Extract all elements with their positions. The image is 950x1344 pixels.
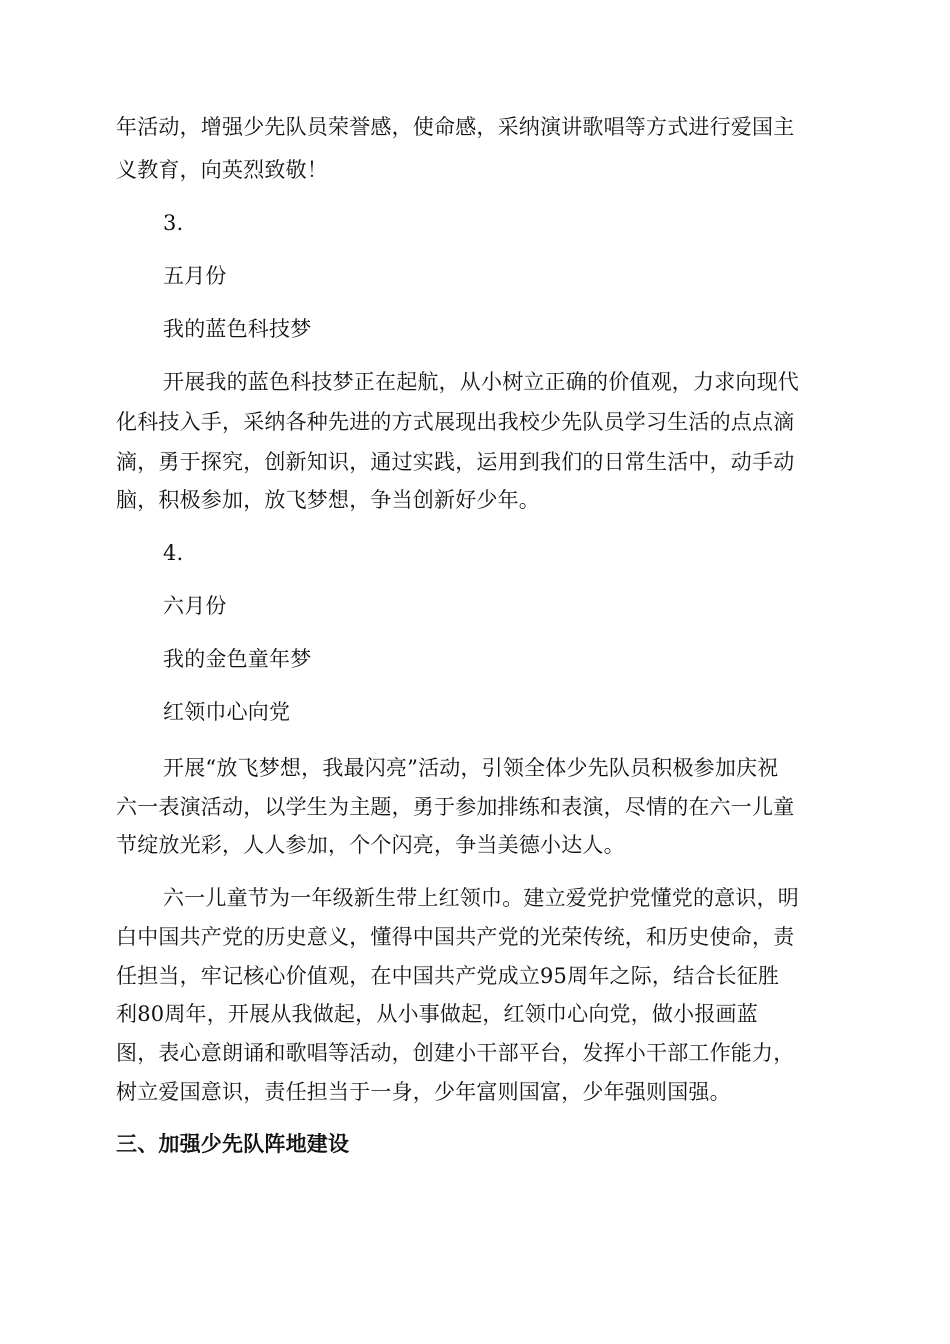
text-line: 义教育，向英烈致敬！ — [116, 158, 328, 182]
text-line: 年活动，增强少先队员荣誉感，使命感，采纳演讲歌唱等方式进行爱国主 — [116, 115, 795, 139]
text-line: 化科技入手，采纳各种先进的方式展现出我校少先队员学习生活的点点滴 — [116, 410, 795, 434]
text-line: 图，表心意朗诵和歌唱等活动，创建小干部平台，发挥小干部工作能力， — [116, 1041, 795, 1065]
month-label: 五月份 — [163, 264, 227, 288]
text-line: 任担当，牢记核心价值观，在中国共产党成立95周年之际，结合长征胜 — [116, 964, 780, 988]
text-line: 节绽放光彩，人人参加，个个闪亮，争当美德小达人。 — [116, 833, 625, 857]
item-number: 3. — [163, 211, 184, 235]
text-line: 开展“放飞梦想，我最闪亮”活动，引领全体少先队员积极参加庆祝 — [163, 756, 779, 780]
section-heading: 三、加强少先队阵地建设 — [116, 1132, 350, 1156]
theme-subtitle: 红领巾心向党 — [163, 700, 291, 724]
text-line: 树立爱国意识，责任担当于一身，少年富则国富，少年强则国强。 — [116, 1080, 731, 1104]
text-line: 脑，积极参加，放飞梦想，争当创新好少年。 — [116, 488, 540, 512]
text-line: 开展我的蓝色科技梦正在起航，从小树立正确的价值观，力求向现代 — [163, 370, 799, 394]
month-label: 六月份 — [163, 594, 227, 618]
text-line: 滴，勇于探究，创新知识，通过实践，运用到我们的日常生活中，动手动 — [116, 450, 795, 474]
item-number: 4. — [163, 541, 184, 565]
text-line: 六一儿童节为一年级新生带上红领巾。建立爱党护党懂党的意识，明 — [163, 886, 799, 910]
theme-title: 我的金色童年梦 — [163, 647, 312, 671]
theme-title: 我的蓝色科技梦 — [163, 317, 312, 341]
text-line: 六一表演活动，以学生为主题，勇于参加排练和表演，尽情的在六一儿童 — [116, 795, 795, 819]
text-line: 利80周年，开展从我做起，从小事做起，红领巾心向党，做小报画蓝 — [116, 1002, 758, 1026]
text-line: 白中国共产党的历史意义，懂得中国共产党的光荣传统，和历史使命，责 — [116, 925, 795, 949]
